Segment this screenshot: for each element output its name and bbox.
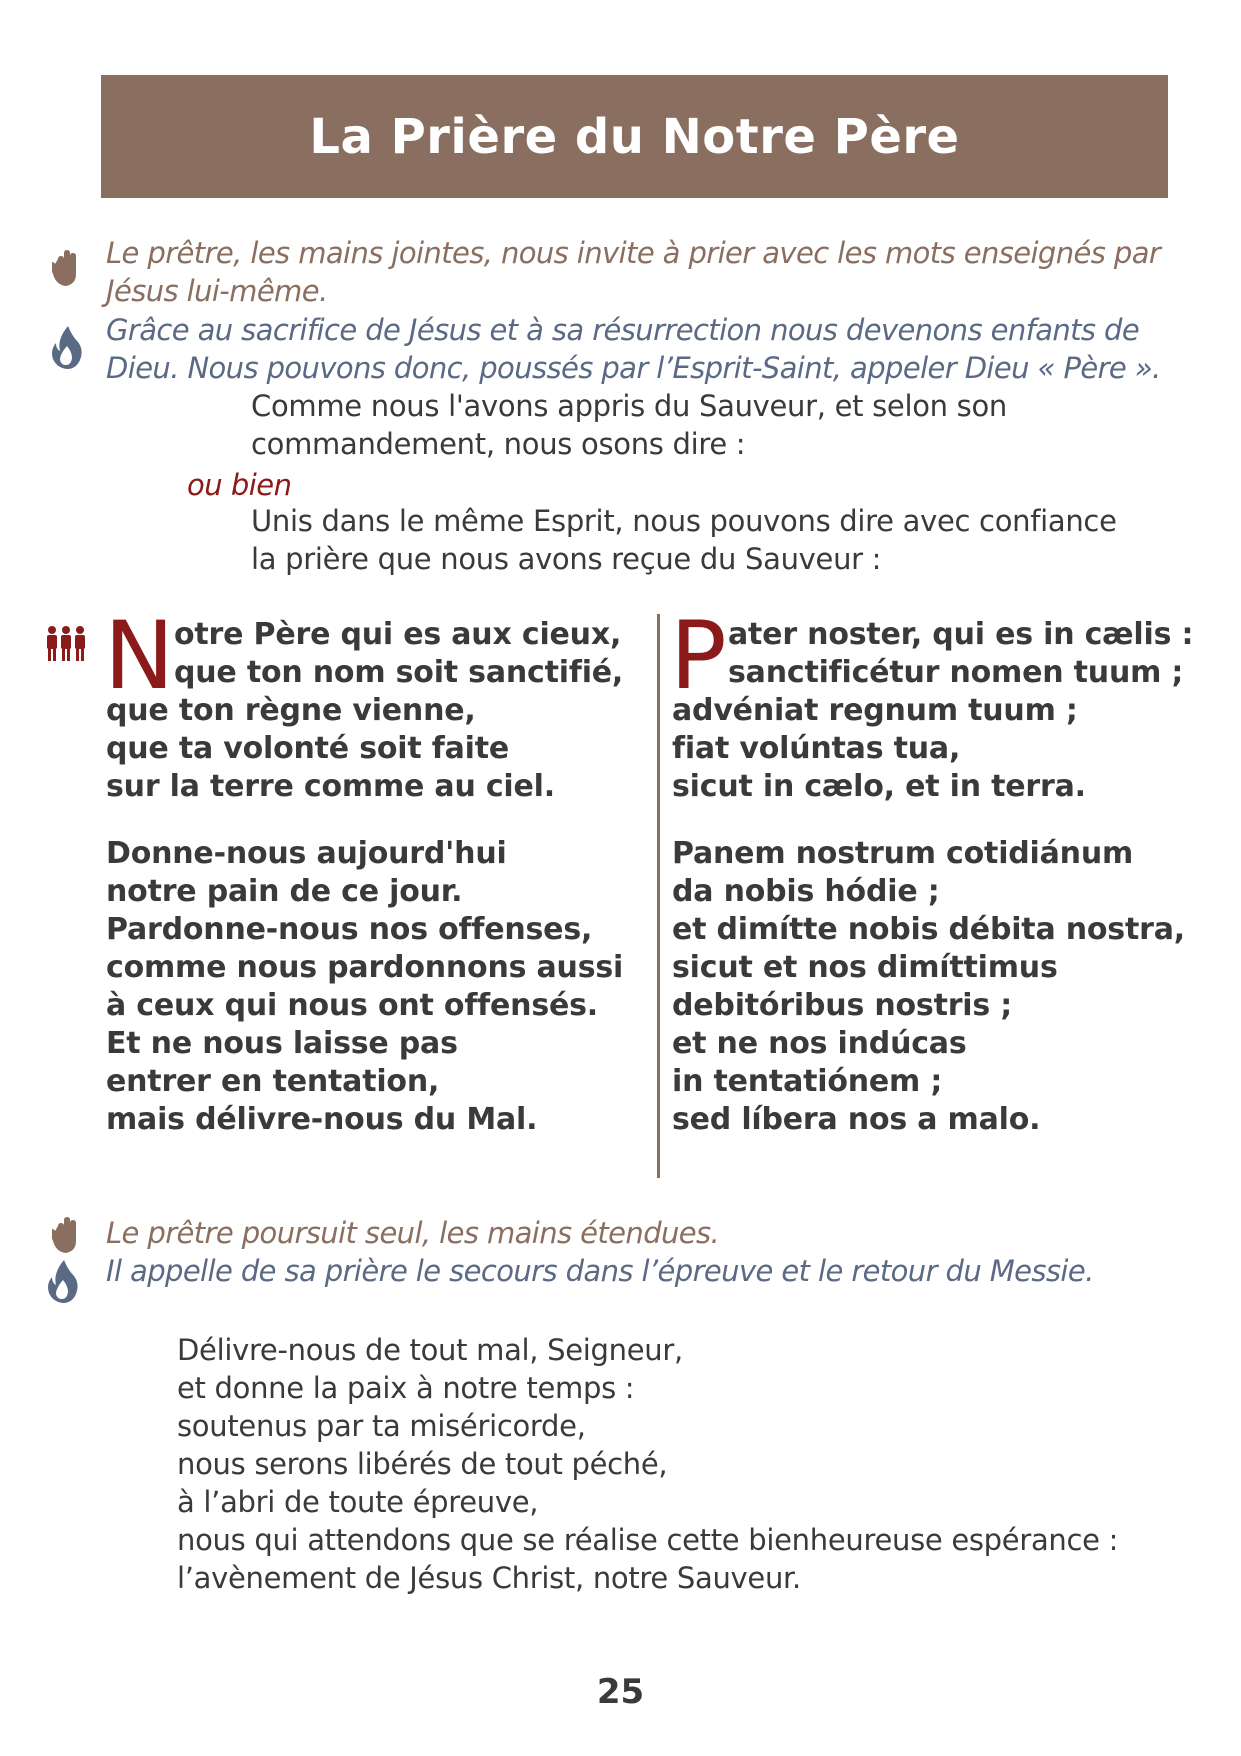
french-line: que ta volonté soit faite bbox=[106, 731, 510, 766]
latin-line: sed líbera nos a malo. bbox=[672, 1102, 1041, 1137]
latin-line: sanctificétur nomen tuum ; bbox=[728, 655, 1184, 690]
embolism-line: soutenus par ta miséricorde, bbox=[177, 1409, 586, 1443]
invitation-option-2: Unis dans le même Esprit, nous pouvons dire avec confiance la prière que nous avons reçue du Sauveur : bbox=[251, 504, 1117, 576]
embolism-line: à l’abri de toute épreuve, bbox=[177, 1485, 539, 1519]
latin-line: fiat volúntas tua, bbox=[672, 731, 961, 766]
french-line: entrer en tentation, bbox=[106, 1064, 440, 1099]
rubric-gesture-intro: Le prêtre, les mains jointes, nous invite à prier avec les mots enseignés par Jésus lui-même. bbox=[106, 236, 1161, 308]
embolism-line: et donne la paix à notre temps : bbox=[177, 1371, 635, 1405]
people-icon bbox=[44, 625, 88, 663]
french-line: que ton règne vienne, bbox=[106, 693, 476, 728]
latin-line: da nobis hódie ; bbox=[672, 874, 940, 909]
french-line: Et ne nous laisse pas bbox=[106, 1026, 458, 1061]
french-line: comme nous pardonnons aussi bbox=[106, 950, 624, 985]
title-banner bbox=[101, 75, 1168, 198]
french-line: otre Père qui es aux cieux, bbox=[174, 617, 622, 652]
embolism-line: nous qui attendons que se réalise cette bienheureuse espérance : bbox=[177, 1523, 1119, 1557]
embolism-line: nous serons libérés de tout péché, bbox=[177, 1447, 668, 1481]
french-line: Donne-nous aujourd'hui bbox=[106, 836, 507, 871]
french-line: Pardonne-nous nos offenses, bbox=[106, 912, 593, 947]
hand-icon bbox=[52, 1212, 82, 1254]
french-line: sur la terre comme au ciel. bbox=[106, 769, 555, 804]
or-label: ou bien bbox=[187, 468, 292, 502]
latin-line: Panem nostrum cotidiánum bbox=[672, 836, 1134, 871]
latin-line: in tentatiónem ; bbox=[672, 1064, 943, 1099]
latin-line: et ne nos indúcas bbox=[672, 1026, 967, 1061]
rubric-gesture-after: Le prêtre poursuit seul, les mains étendues. bbox=[106, 1216, 720, 1250]
latin-line: sicut et nos dimíttimus bbox=[672, 950, 1058, 985]
french-line: que ton nom soit sanctifié, bbox=[174, 655, 624, 690]
hand-icon bbox=[52, 245, 82, 287]
embolism-line: l’avènement de Jésus Christ, notre Sauveur. bbox=[177, 1561, 801, 1595]
french-prayer-column bbox=[106, 616, 636, 1139]
latin-line: debitóribus nostris ; bbox=[672, 988, 1013, 1023]
rubric-spirit-intro: Grâce au sacrifice de Jésus et à sa résurrection nous devenons enfants de Dieu. Nous pouvons donc, poussés par l’Esprit-Saint, appeler Dieu « Père ». bbox=[106, 313, 1161, 385]
rubric-spirit-after: Il appelle de sa prière le secours dans l’épreuve et le retour du Messie. bbox=[106, 1254, 1094, 1288]
embolism-prayer bbox=[177, 1331, 1118, 1597]
french-line: mais délivre-nous du Mal. bbox=[106, 1102, 538, 1137]
latin-line: sicut in cælo, et in terra. bbox=[672, 769, 1086, 804]
flame-icon bbox=[46, 1258, 80, 1304]
french-line: notre pain de ce jour. bbox=[106, 874, 463, 909]
latin-line: et dimítte nobis débita nostra, bbox=[672, 912, 1185, 947]
dropcap-latin: P bbox=[670, 602, 727, 711]
page-number: 25 bbox=[596, 1672, 645, 1712]
latin-prayer-column bbox=[672, 616, 1194, 1139]
flame-icon bbox=[50, 324, 84, 370]
column-divider bbox=[657, 614, 660, 1178]
embolism-line: Délivre-nous de tout mal, Seigneur, bbox=[177, 1333, 683, 1367]
latin-line: advéniat regnum tuum ; bbox=[672, 693, 1078, 728]
invitation-option-1: Comme nous l'avons appris du Sauveur, et selon son commandement, nous osons dire : bbox=[251, 389, 1008, 461]
page-title: La Prière du Notre Père bbox=[309, 108, 960, 165]
latin-line: ater noster, qui es in cælis : bbox=[728, 617, 1194, 652]
dropcap-french: N bbox=[104, 602, 175, 711]
french-line: à ceux qui nous ont offensés. bbox=[106, 988, 598, 1023]
